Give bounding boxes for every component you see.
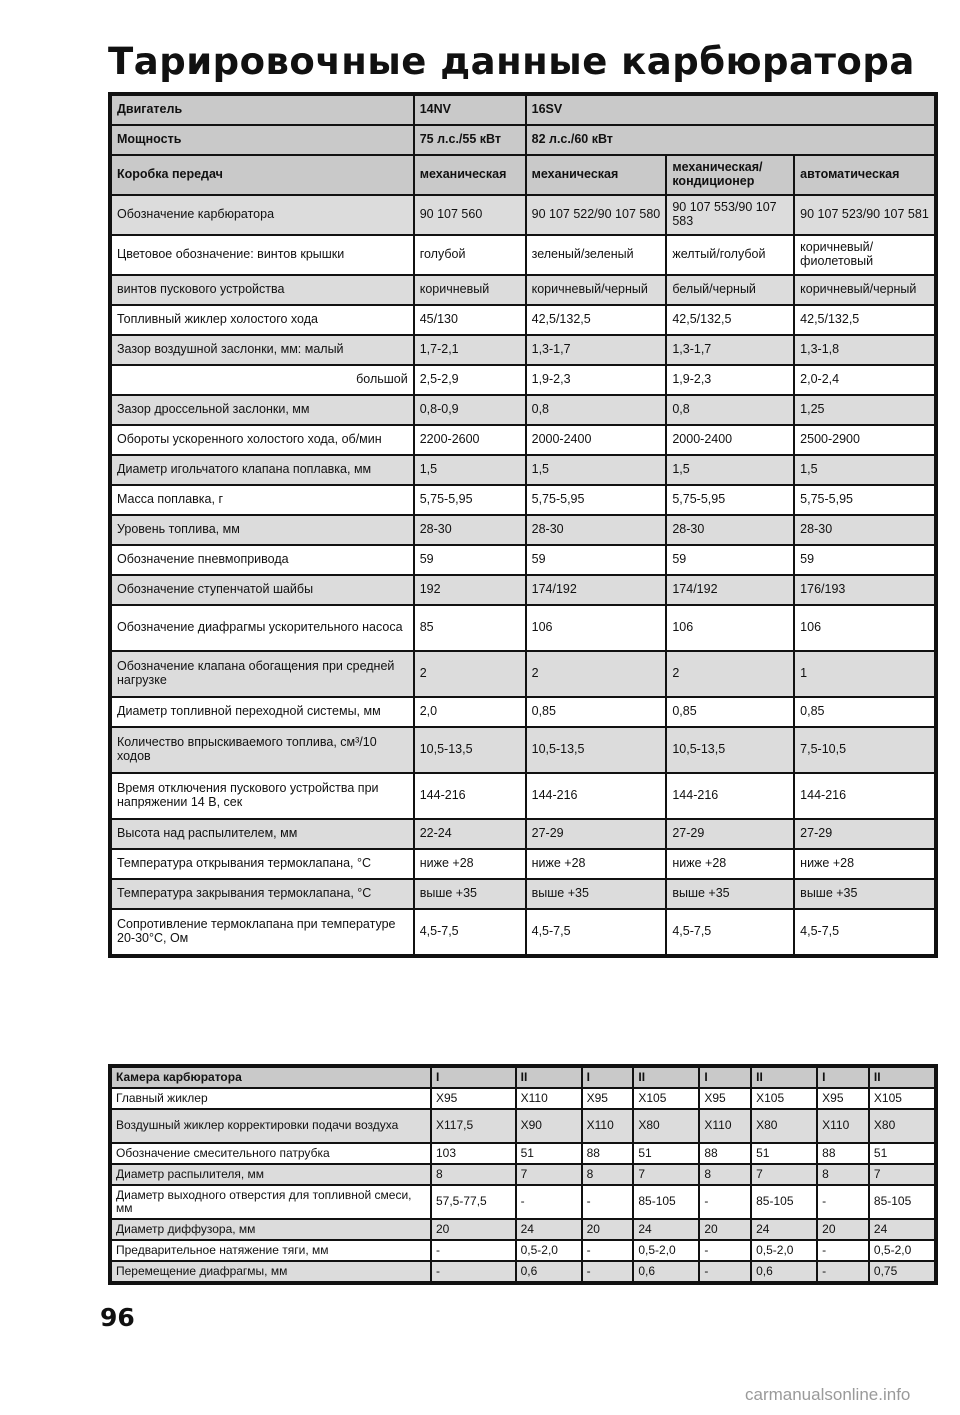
table-cell: 85-105 <box>869 1185 935 1219</box>
table-cell: 82 л.с./60 кВт <box>526 125 935 155</box>
row-label: Зазор воздушной заслонки, мм: малый <box>111 335 414 365</box>
row-label: Топливный жиклер холостого хода <box>111 305 414 335</box>
table-cell: 144-216 <box>526 773 667 819</box>
table-cell: X105 <box>751 1088 817 1109</box>
table-cell: автоматическая <box>794 155 935 195</box>
table-cell: 174/192 <box>666 575 794 605</box>
table-cell: 2 <box>414 651 526 697</box>
table-cell: 85-105 <box>633 1185 699 1219</box>
table-cell: - <box>699 1240 751 1261</box>
table-row <box>111 773 935 819</box>
table-cell: 4,5-7,5 <box>666 909 794 955</box>
table-cell: 88 <box>699 1143 751 1164</box>
table-row <box>111 235 935 275</box>
table-cell: выше +35 <box>666 879 794 909</box>
table-cell: 0,8 <box>666 395 794 425</box>
table-cell: 88 <box>817 1143 869 1164</box>
table-cell: II <box>751 1067 817 1088</box>
table-cell: 4,5-7,5 <box>414 909 526 955</box>
table-cell: 57,5-77,5 <box>431 1185 516 1219</box>
table-cell: 20 <box>817 1219 869 1240</box>
table-cell: ниже +28 <box>414 849 526 879</box>
page-number: 96 <box>100 1303 135 1332</box>
table-cell: I <box>817 1067 869 1088</box>
table-cell: 2 <box>526 651 667 697</box>
table-cell: - <box>699 1185 751 1219</box>
table-cell: 42,5/132,5 <box>666 305 794 335</box>
table-cell: механическая <box>526 155 667 195</box>
table-cell: выше +35 <box>526 879 667 909</box>
table-cell: X90 <box>516 1109 582 1143</box>
table-row <box>111 305 935 335</box>
table-cell: 0,6 <box>516 1261 582 1282</box>
row-label: Двигатель <box>111 95 414 125</box>
table-cell: 85-105 <box>751 1185 817 1219</box>
table-cell: выше +35 <box>794 879 935 909</box>
table-cell: 0,85 <box>666 697 794 727</box>
table-cell: X80 <box>751 1109 817 1143</box>
table-cell: коричневый <box>414 275 526 305</box>
table-cell: 2500-2900 <box>794 425 935 455</box>
watermark: carmanualsonline.info <box>745 1385 911 1404</box>
row-label: Температура открывания термоклапана, °С <box>111 849 414 879</box>
table-cell: 51 <box>516 1143 582 1164</box>
table-cell: 1,25 <box>794 395 935 425</box>
table-cell: X80 <box>633 1109 699 1143</box>
chamber-table <box>110 1066 936 1283</box>
table-cell: 0,5-2,0 <box>751 1240 817 1261</box>
row-label: Диаметр игольчатого клапана поплавка, мм <box>111 455 414 485</box>
table-cell: 0,85 <box>794 697 935 727</box>
table-cell: X95 <box>431 1088 516 1109</box>
table-cell: 10,5-13,5 <box>666 727 794 773</box>
table-row <box>111 605 935 651</box>
table-row <box>111 365 935 395</box>
table-cell: 1,5 <box>794 455 935 485</box>
row-label: Масса поплавка, г <box>111 485 414 515</box>
table-cell: 24 <box>516 1219 582 1240</box>
table-cell: 1,3-1,7 <box>526 335 667 365</box>
table-cell: 0,75 <box>869 1261 935 1282</box>
table-cell: 24 <box>751 1219 817 1240</box>
table-cell: 20 <box>699 1219 751 1240</box>
table-cell: 59 <box>414 545 526 575</box>
table-cell: 27-29 <box>666 819 794 849</box>
table-cell: X105 <box>633 1088 699 1109</box>
table-cell: 103 <box>431 1143 516 1164</box>
table-row <box>111 195 935 235</box>
table-cell: 1,9-2,3 <box>526 365 667 395</box>
table-cell: 59 <box>526 545 667 575</box>
table-cell: зеленый/зеленый <box>526 235 667 275</box>
table-cell: 2000-2400 <box>666 425 794 455</box>
table-row <box>111 455 935 485</box>
table-cell: 0,5-2,0 <box>633 1240 699 1261</box>
table-row <box>111 545 935 575</box>
table-cell: ниже +28 <box>794 849 935 879</box>
table-cell: ниже +28 <box>526 849 667 879</box>
row-label: Мощность <box>111 125 414 155</box>
table-row <box>111 155 935 195</box>
table-cell: белый/черный <box>666 275 794 305</box>
table-cell: ниже +28 <box>666 849 794 879</box>
table-cell: X110 <box>516 1088 582 1109</box>
table-cell: 144-216 <box>794 773 935 819</box>
row-label: Зазор дроссельной заслонки, мм <box>111 395 414 425</box>
table-cell: 1,3-1,7 <box>666 335 794 365</box>
table-row <box>111 1219 935 1240</box>
row-label: Время отключения пускового устройства при напряжении 14 В, сек <box>111 773 414 819</box>
table-row <box>111 879 935 909</box>
table-row <box>111 1261 935 1282</box>
table-cell: желтый/голубой <box>666 235 794 275</box>
table-cell: 7 <box>516 1164 582 1185</box>
table-cell: коричневый/черный <box>526 275 667 305</box>
table-cell: 144-216 <box>414 773 526 819</box>
table-row <box>111 849 935 879</box>
table-cell: 2 <box>666 651 794 697</box>
table-cell: 8 <box>431 1164 516 1185</box>
table-cell: 0,8-0,9 <box>414 395 526 425</box>
row-label: Воздушный жиклер корректировки подачи воздуха <box>111 1109 431 1143</box>
table-row <box>111 1109 935 1143</box>
table-row <box>111 1143 935 1164</box>
table-cell: 5,75-5,95 <box>414 485 526 515</box>
table-cell: 22-24 <box>414 819 526 849</box>
table-row <box>111 1240 935 1261</box>
table-cell: 7,5-10,5 <box>794 727 935 773</box>
table-row <box>111 485 935 515</box>
table-cell: - <box>699 1261 751 1282</box>
table-cell: - <box>817 1185 869 1219</box>
table-cell: 28-30 <box>526 515 667 545</box>
table-cell: 0,5-2,0 <box>869 1240 935 1261</box>
table-cell: X95 <box>699 1088 751 1109</box>
table-cell: 28-30 <box>794 515 935 545</box>
table-cell: 51 <box>633 1143 699 1164</box>
table-row <box>111 651 935 697</box>
table-cell: 24 <box>869 1219 935 1240</box>
table-cell: II <box>869 1067 935 1088</box>
page-title: Тарировочные данные карбюратора <box>108 40 915 83</box>
table-cell: 5,75-5,95 <box>666 485 794 515</box>
row-label: Диаметр топливной переходной системы, мм <box>111 697 414 727</box>
table-row <box>111 1067 935 1088</box>
table-cell: 1,5 <box>414 455 526 485</box>
row-label: Диаметр распылителя, мм <box>111 1164 431 1185</box>
table-row <box>111 95 935 125</box>
table-cell: 8 <box>582 1164 634 1185</box>
table-cell: - <box>431 1240 516 1261</box>
table-cell: 28-30 <box>414 515 526 545</box>
table-cell: X117,5 <box>431 1109 516 1143</box>
table-row <box>111 1164 935 1185</box>
table-cell: X110 <box>699 1109 751 1143</box>
table-cell: 2,5-2,9 <box>414 365 526 395</box>
table-cell: 2000-2400 <box>526 425 667 455</box>
table-cell: 174/192 <box>526 575 667 605</box>
table-cell: 1,7-2,1 <box>414 335 526 365</box>
table-row <box>111 575 935 605</box>
table-cell: 27-29 <box>794 819 935 849</box>
row-label: Обозначение ступенчатой шайбы <box>111 575 414 605</box>
row-label: Количество впрыскиваемого топлива, см³/10 ходов <box>111 727 414 773</box>
table-cell: 10,5-13,5 <box>526 727 667 773</box>
table-cell: 1,5 <box>526 455 667 485</box>
table-cell: 5,75-5,95 <box>526 485 667 515</box>
table-cell: 2,0 <box>414 697 526 727</box>
table-cell: - <box>582 1261 634 1282</box>
table-cell: голубой <box>414 235 526 275</box>
table-cell: X95 <box>582 1088 634 1109</box>
table-cell: 4,5-7,5 <box>526 909 667 955</box>
table-cell: 1,5 <box>666 455 794 485</box>
table-cell: 0,8 <box>526 395 667 425</box>
table-cell: коричневый/ фиолетовый <box>794 235 935 275</box>
table-cell: 1,9-2,3 <box>666 365 794 395</box>
table-cell: 106 <box>526 605 667 651</box>
table-cell: 8 <box>699 1164 751 1185</box>
table-row <box>111 515 935 545</box>
table-cell: X110 <box>582 1109 634 1143</box>
table-cell: 7 <box>633 1164 699 1185</box>
table-cell: - <box>817 1240 869 1261</box>
table-cell: I <box>431 1067 516 1088</box>
row-label: большой <box>111 365 414 395</box>
table-cell: - <box>582 1240 634 1261</box>
table-cell: 51 <box>751 1143 817 1164</box>
row-label: Высота над распылителем, мм <box>111 819 414 849</box>
row-label: Обороты ускоренного холостого хода, об/мин <box>111 425 414 455</box>
table-cell: 20 <box>431 1219 516 1240</box>
table-cell: 27-29 <box>526 819 667 849</box>
row-label: Уровень топлива, мм <box>111 515 414 545</box>
row-label: Обозначение карбюратора <box>111 195 414 235</box>
table-cell: X95 <box>817 1088 869 1109</box>
table-cell: X110 <box>817 1109 869 1143</box>
row-label: Перемещение диафрагмы, мм <box>111 1261 431 1282</box>
table-cell: 90 107 522/90 107 580 <box>526 195 667 235</box>
row-label: Цветовое обозначение: винтов крышки <box>111 235 414 275</box>
table-cell: II <box>633 1067 699 1088</box>
table-cell: I <box>699 1067 751 1088</box>
table-cell: 45/130 <box>414 305 526 335</box>
table-cell: 90 107 560 <box>414 195 526 235</box>
table-cell: 90 107 553/90 107 583 <box>666 195 794 235</box>
row-label: Обозначение диафрагмы ускорительного насоса <box>111 605 414 651</box>
row-label: Камера карбюратора <box>111 1067 431 1088</box>
table-cell: 24 <box>633 1219 699 1240</box>
table-cell: - <box>817 1261 869 1282</box>
table-cell: механическая <box>414 155 526 195</box>
table-cell: 75 л.с./55 кВт <box>414 125 526 155</box>
table-cell: 0,5-2,0 <box>516 1240 582 1261</box>
table-cell: 0,6 <box>633 1261 699 1282</box>
table-cell: - <box>516 1185 582 1219</box>
table-cell: 88 <box>582 1143 634 1164</box>
table-cell: 176/193 <box>794 575 935 605</box>
table-row <box>111 125 935 155</box>
row-label: Обозначение смесительного патрубка <box>111 1143 431 1164</box>
table-cell: - <box>431 1261 516 1282</box>
table-cell: 0,85 <box>526 697 667 727</box>
table-cell: коричневый/черный <box>794 275 935 305</box>
table-cell: I <box>582 1067 634 1088</box>
table-row <box>111 727 935 773</box>
table-cell: 192 <box>414 575 526 605</box>
table-cell: 7 <box>869 1164 935 1185</box>
table-cell: 16SV <box>526 95 935 125</box>
table-cell: 2200-2600 <box>414 425 526 455</box>
table-cell: 1,3-1,8 <box>794 335 935 365</box>
table-cell: X80 <box>869 1109 935 1143</box>
table-row <box>111 1185 935 1219</box>
row-label: Сопротивление термоклапана при температуре 20-30°С, Ом <box>111 909 414 955</box>
row-label: Диаметр выходного отверстия для топливной смеси, мм <box>111 1185 431 1219</box>
table-cell: X105 <box>869 1088 935 1109</box>
row-label: Обозначение пневмопривода <box>111 545 414 575</box>
table-cell: 8 <box>817 1164 869 1185</box>
table-cell: 4,5-7,5 <box>794 909 935 955</box>
table-cell: 2,0-2,4 <box>794 365 935 395</box>
table-cell: 144-216 <box>666 773 794 819</box>
table-cell: 106 <box>794 605 935 651</box>
calibration-table <box>110 94 936 956</box>
row-label: Температура закрывания термоклапана, °С <box>111 879 414 909</box>
table-cell: 51 <box>869 1143 935 1164</box>
table-row <box>111 335 935 365</box>
table-row <box>111 697 935 727</box>
table-cell: 14NV <box>414 95 526 125</box>
table-row <box>111 395 935 425</box>
table-cell: 42,5/132,5 <box>526 305 667 335</box>
table-row <box>111 275 935 305</box>
row-label: Предварительное натяжение тяги, мм <box>111 1240 431 1261</box>
table-cell: 7 <box>751 1164 817 1185</box>
table-cell: 1 <box>794 651 935 697</box>
table-row <box>111 819 935 849</box>
row-label: Коробка передач <box>111 155 414 195</box>
table-cell: 42,5/132,5 <box>794 305 935 335</box>
table-cell: 59 <box>794 545 935 575</box>
table-cell: - <box>582 1185 634 1219</box>
table-cell: выше +35 <box>414 879 526 909</box>
table-row <box>111 425 935 455</box>
table-cell: 5,75-5,95 <box>794 485 935 515</box>
table-cell: 59 <box>666 545 794 575</box>
table-cell: 0,6 <box>751 1261 817 1282</box>
table-cell: 106 <box>666 605 794 651</box>
table-cell: 28-30 <box>666 515 794 545</box>
row-label: Диаметр диффузора, мм <box>111 1219 431 1240</box>
table-cell: 90 107 523/90 107 581 <box>794 195 935 235</box>
table-cell: II <box>516 1067 582 1088</box>
row-label: винтов пускового устройства <box>111 275 414 305</box>
row-label: Обозначение клапана обогащения при средней нагрузке <box>111 651 414 697</box>
table-cell: 20 <box>582 1219 634 1240</box>
row-label: Главный жиклер <box>111 1088 431 1109</box>
table-cell: механическая/ кондиционер <box>666 155 794 195</box>
table-row <box>111 909 935 955</box>
table-row <box>111 1088 935 1109</box>
table-cell: 85 <box>414 605 526 651</box>
table-cell: 10,5-13,5 <box>414 727 526 773</box>
